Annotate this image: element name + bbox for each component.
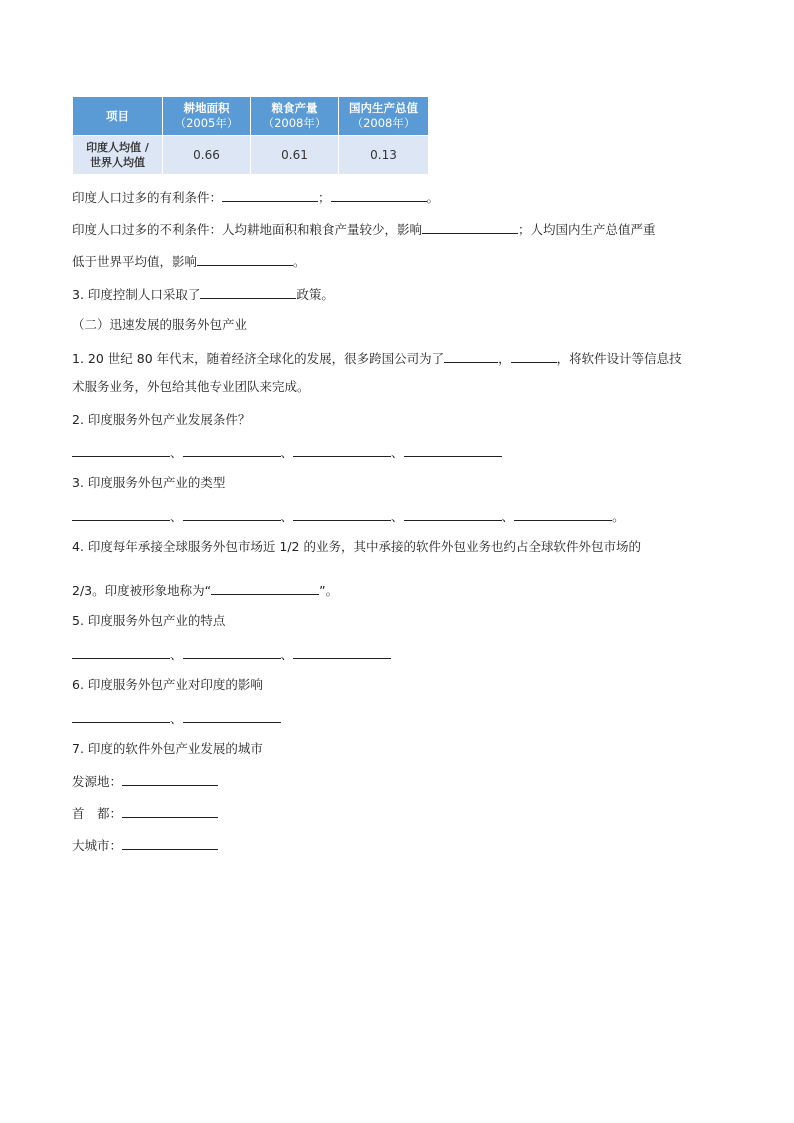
city-capital-line: 首 都： <box>72 803 218 823</box>
question-3-types: 3. 印度服务外包产业的类型 <box>72 475 226 490</box>
city-origin-line: 发源地： <box>72 771 218 791</box>
answer-blank[interactable] <box>293 644 391 659</box>
answer-blank[interactable] <box>511 348 557 363</box>
answer-blank[interactable] <box>293 506 391 521</box>
value-cell-grain: 0.61 <box>251 136 339 175</box>
answer-blank[interactable] <box>222 187 318 202</box>
header-cell-item: 项目 <box>73 97 163 136</box>
header-cell-gdp: 国内生产总值 （2008年） <box>339 97 429 136</box>
unfavorable-conditions-line: 印度人口过多的不利条件：人均耕地面积和粮食产量较少，影响 ；人均国内生产总值严重 <box>72 219 656 239</box>
question-2-answer-row: 、 、 、 <box>72 442 502 462</box>
answer-blank[interactable] <box>122 803 218 818</box>
answer-blank[interactable] <box>514 506 612 521</box>
question-6-impact: 6. 印度服务外包产业对印度的影响 <box>72 677 263 692</box>
answer-blank[interactable] <box>422 219 518 234</box>
question-4-line-2: 2/3。印度被形象地称为“ ”。 <box>72 580 338 600</box>
value-cell-gdp: 0.13 <box>339 136 429 175</box>
question-4-line-1: 4. 印度每年承接全球服务外包市场近 1/2 的业务，其中承接的软件外包业务也约占全球软件外包市场的 <box>72 539 641 554</box>
paragraph-1-line-2: 术服务业务，外包给其他专业团队来完成。 <box>72 379 310 394</box>
answer-blank[interactable] <box>404 442 502 457</box>
answer-blank[interactable] <box>211 580 319 595</box>
question-2-conditions: 2. 印度服务外包产业发展条件？ <box>72 412 251 427</box>
answer-blank[interactable] <box>183 506 281 521</box>
question-3-answer-row: 、 、 、 、 。 <box>72 506 625 526</box>
unfavorable-conditions-line-2: 低于世界平均值，影响 。 <box>72 251 306 271</box>
section-title: （二）迅速发展的服务外包产业 <box>72 317 248 332</box>
table-row <box>73 136 429 175</box>
header-cell-grain: 粮食产量 （2008年） <box>251 97 339 136</box>
answer-blank[interactable] <box>404 506 502 521</box>
question-3-population-policy: 3. 印度控制人口采取了 政策。 <box>72 284 334 304</box>
answer-blank[interactable] <box>122 771 218 786</box>
question-6-answer-row: 、 <box>72 708 281 728</box>
data-table <box>72 96 429 175</box>
question-5-features: 5. 印度服务外包产业的特点 <box>72 613 226 628</box>
paragraph-1-line-1: 1. 20 世纪 80 年代末，随着经济全球化的发展，很多跨国公司为了 ， ，将软件设计等信息技 <box>72 348 682 368</box>
favorable-conditions-line: 印度人口过多的有利条件： ； 。 <box>72 187 439 207</box>
answer-blank[interactable] <box>122 835 218 850</box>
city-big-line: 大城市： <box>72 835 218 855</box>
row-label-cell: 印度人均值 / 世界人均值 <box>73 136 163 175</box>
answer-blank[interactable] <box>197 251 293 266</box>
answer-blank[interactable] <box>72 644 170 659</box>
table-header-row <box>73 97 429 136</box>
answer-blank[interactable] <box>72 708 170 723</box>
answer-blank[interactable] <box>72 442 170 457</box>
question-5-answer-row: 、 、 <box>72 644 391 664</box>
answer-blank[interactable] <box>183 708 281 723</box>
answer-blank[interactable] <box>183 644 281 659</box>
answer-blank[interactable] <box>331 187 427 202</box>
answer-blank[interactable] <box>444 348 498 363</box>
value-cell-farmland: 0.66 <box>163 136 251 175</box>
answer-blank[interactable] <box>183 442 281 457</box>
header-cell-farmland: 耕地面积 （2005年） <box>163 97 251 136</box>
question-7-cities: 7. 印度的软件外包产业发展的城市 <box>72 741 263 756</box>
answer-blank[interactable] <box>293 442 391 457</box>
answer-blank[interactable] <box>200 284 296 299</box>
answer-blank[interactable] <box>72 506 170 521</box>
